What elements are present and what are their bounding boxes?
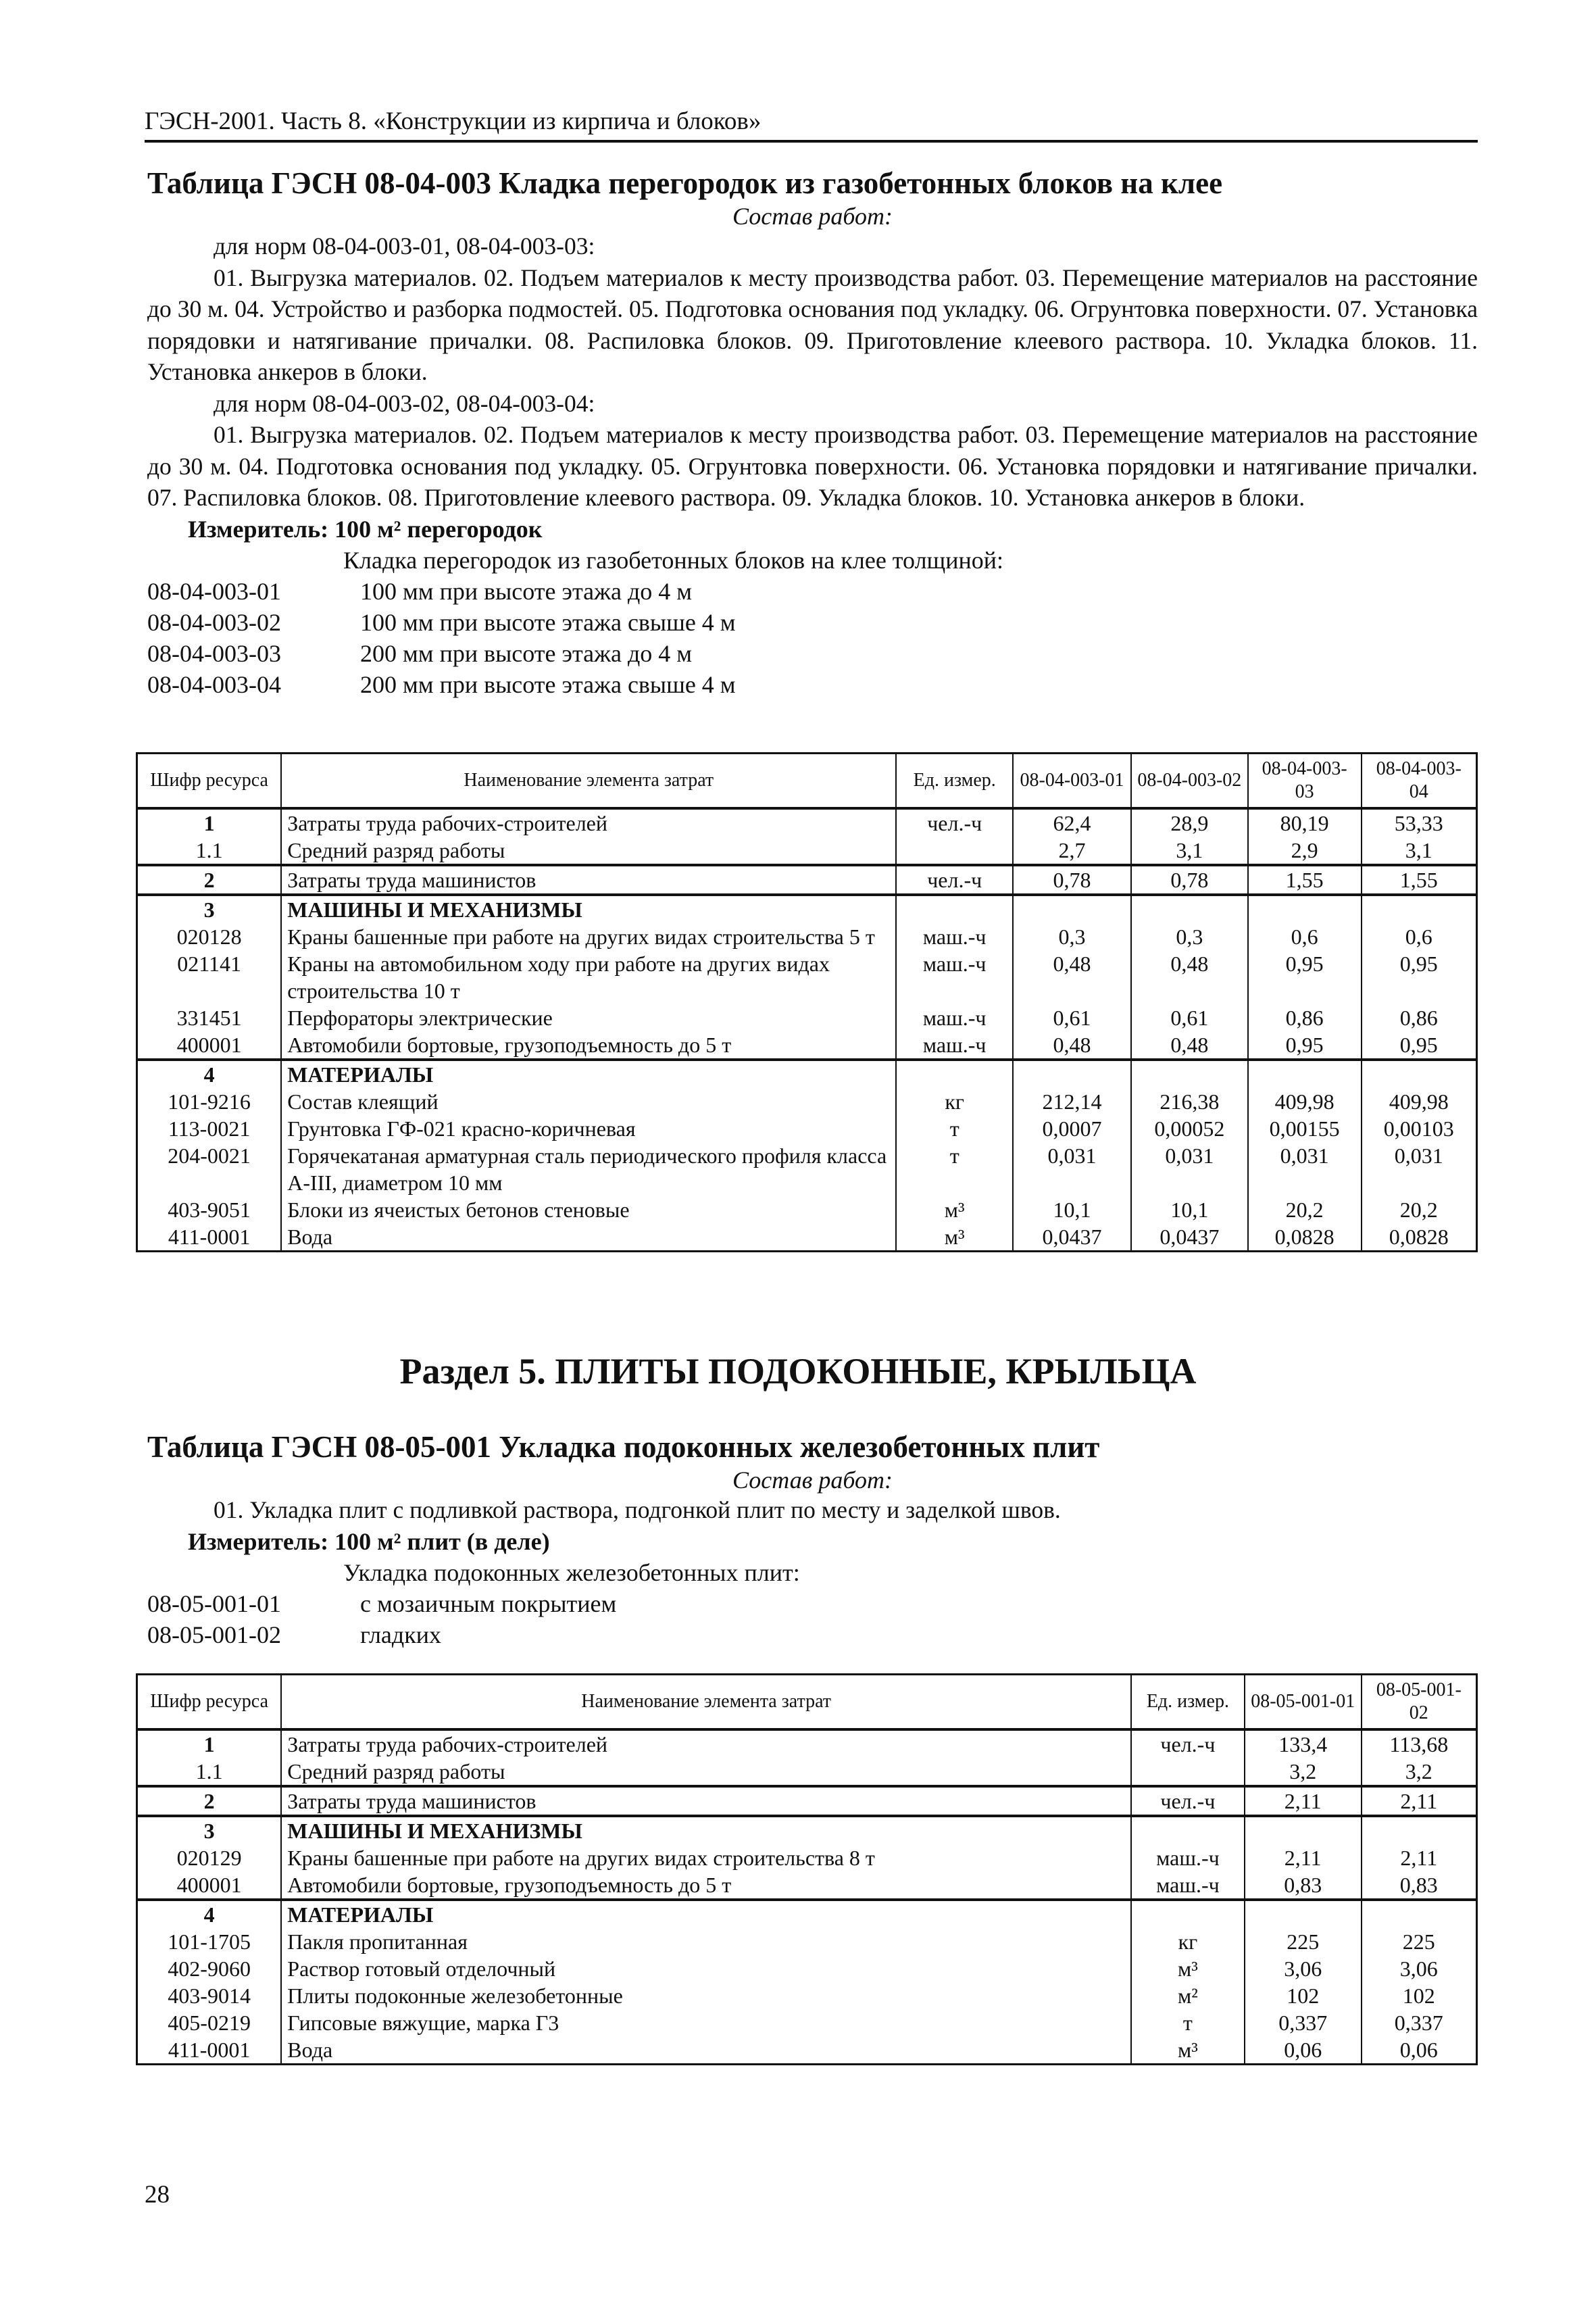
column-header: Ед. измер. (1131, 1675, 1245, 1730)
table-row (137, 1786, 1477, 1816)
code-list-item (147, 1588, 1478, 1619)
norm-value (1248, 895, 1362, 923)
resource-code: 2 (137, 865, 282, 895)
norm-value: 225 (1245, 1928, 1362, 1955)
norm-value: 0,95 (1362, 950, 1477, 1004)
table1-norms-a: для норм 08-04-003-01, 08-04-003-03: (214, 232, 595, 260)
table-row (137, 1844, 1477, 1871)
cost-element-name: Горячекатаная арматурная сталь периодического профиля класса А-III, диаметром 10 мм (281, 1142, 896, 1196)
unit: чел.-ч (896, 808, 1013, 837)
resource-code: 4 (137, 1060, 282, 1088)
table2-code-list (147, 1588, 1478, 1650)
table-header (137, 754, 1477, 809)
norm-value: 3,06 (1245, 1955, 1362, 1982)
unit: кг (1131, 1928, 1245, 1955)
norm-value: 0,0828 (1362, 1223, 1477, 1252)
table-row (137, 1758, 1477, 1786)
cost-element-name: Перфораторы электрические (281, 1004, 896, 1031)
unit: маш.-ч (896, 950, 1013, 1004)
resource-code: 411-0001 (137, 1223, 282, 1252)
norm-value: 3,06 (1362, 1955, 1477, 1982)
resource-code: 1 (137, 808, 282, 837)
norm-description: 200 мм при высоте этажа до 4 м (360, 639, 693, 667)
cost-element-name: Средний разряд работы (281, 1758, 1131, 1786)
norm-code: 08-04-003-03 (147, 639, 281, 667)
table-row (137, 808, 1477, 837)
unit: м² (1131, 1982, 1245, 2009)
norm-value: 0,06 (1362, 2036, 1477, 2065)
norm-description: 200 мм при высоте этажа свыше 4 м (360, 670, 736, 698)
cost-element-name: Блоки из ячеистых бетонов стеновые (281, 1196, 896, 1223)
norm-value: 0,83 (1362, 1871, 1477, 1900)
norm-value: 0,61 (1131, 1004, 1248, 1031)
norm-value: 20,2 (1362, 1196, 1477, 1223)
resource-code: 021141 (137, 950, 282, 1004)
column-header: 08-04-003-03 (1248, 754, 1362, 809)
norm-value: 133,4 (1245, 1729, 1362, 1758)
norm-value: 0,00052 (1131, 1115, 1248, 1142)
table-row (137, 1142, 1477, 1196)
norm-value: 1,55 (1362, 865, 1477, 895)
norm-value: 10,1 (1131, 1196, 1248, 1223)
table2-measure: Измеритель: 100 м² плит (в деле) (188, 1527, 550, 1555)
table-row (137, 1004, 1477, 1031)
unit (896, 895, 1013, 923)
cost-element-name: Гипсовые вяжущие, марка Г3 (281, 2009, 1131, 2036)
column-header: 08-04-003-02 (1131, 754, 1248, 809)
resource-code: 3 (137, 1816, 282, 1844)
norm-value: 2,11 (1245, 1786, 1362, 1816)
cost-element-name: Краны башенные при работе на других видах строительства 8 т (281, 1844, 1131, 1871)
norm-value (1362, 1060, 1477, 1088)
column-header: Наименование элемента затрат (281, 1675, 1131, 1730)
column-header: Наименование элемента затрат (281, 754, 896, 809)
norm-value: 0,031 (1248, 1142, 1362, 1196)
table2-lead: Укладка подоконных железобетонных плит: (343, 1558, 800, 1586)
norm-value: 0,0828 (1248, 1223, 1362, 1252)
cost-element-name: Вода (281, 1223, 896, 1252)
norm-value: 0,95 (1248, 950, 1362, 1004)
norm-value: 2,11 (1362, 1786, 1477, 1816)
table-row (137, 1031, 1477, 1060)
norm-value: 0,337 (1362, 2009, 1477, 2036)
norm-value: 225 (1362, 1928, 1477, 1955)
header-row (137, 1675, 1477, 1730)
table-header (137, 1675, 1477, 1730)
resource-code: 020128 (137, 923, 282, 950)
norm-value (1245, 1816, 1362, 1844)
cost-element-name: Краны башенные при работе на других видах строительства 5 т (281, 923, 896, 950)
norm-value: 80,19 (1248, 808, 1362, 837)
norm-value: 3,2 (1362, 1758, 1477, 1786)
norm-code: 08-04-003-01 (147, 577, 281, 605)
table-body (137, 1729, 1477, 2065)
column-header: 08-05-001-01 (1245, 1675, 1362, 1730)
table1-container (136, 752, 1478, 1252)
column-header: Шифр ресурса (137, 1675, 282, 1730)
norm-value: 0,031 (1362, 1142, 1477, 1196)
norm-value: 0,95 (1248, 1031, 1362, 1060)
resource-code: 402-9060 (137, 1955, 282, 1982)
unit (1131, 1816, 1245, 1844)
norm-value: 0,6 (1248, 923, 1362, 950)
norm-value: 62,4 (1013, 808, 1131, 837)
cost-element-name: Затраты труда рабочих-строителей (281, 808, 896, 837)
norm-value: 0,86 (1248, 1004, 1362, 1031)
table-body (137, 808, 1477, 1252)
resource-code: 405-0219 (137, 2009, 282, 2036)
table1-intro (147, 166, 1478, 700)
table-row (137, 895, 1477, 923)
table1-title: Таблица ГЭСН 08-04-003 Кладка перегородок из газобетонных блоков на клее (147, 166, 1223, 200)
code-list-item (147, 1619, 1478, 1650)
norm-value: 2,11 (1245, 1844, 1362, 1871)
table-row (137, 1928, 1477, 1955)
norm-value: 0,031 (1131, 1142, 1248, 1196)
norm-description: 100 мм при высоте этажа свыше 4 м (360, 608, 736, 636)
norm-value: 0,48 (1013, 950, 1131, 1004)
norm-value: 0,0007 (1013, 1115, 1131, 1142)
code-list-item (147, 576, 1478, 607)
table1-sostav-label: Состав работ: (732, 203, 893, 230)
norm-value (1131, 1060, 1248, 1088)
norm-value (1013, 1060, 1131, 1088)
norm-value (1013, 895, 1131, 923)
norm-description: с мозаичным покрытием (360, 1590, 617, 1617)
column-header: 08-04-003-01 (1013, 754, 1131, 809)
table1-works-b: 01. Выгрузка материалов. 02. Подъем материалов к месту производства работ. 03. Перемещение материалов на расстояние до 30 м. 04. Подготовка основания под укладку. 05. Огрунтовка поверхности. 06. Установка порядовки и натягивание причалки. 07. Распиловка блоков. 08. Приготовление клеевого раствора. 09. Укладка блоков. 10. Установка анкеров в блоки. (147, 421, 1478, 511)
unit (896, 837, 1013, 865)
resource-code: 2 (137, 1786, 282, 1816)
norm-value: 10,1 (1013, 1196, 1131, 1223)
table-row (137, 1223, 1477, 1252)
resource-code: 1.1 (137, 1758, 282, 1786)
resource-table-1 (136, 752, 1478, 1252)
table-row (137, 1955, 1477, 1982)
norm-value: 0,00103 (1362, 1115, 1477, 1142)
unit (1131, 1900, 1245, 1928)
unit: маш.-ч (896, 923, 1013, 950)
cost-element-name: Автомобили бортовые, грузоподъемность до 5 т (281, 1031, 896, 1060)
unit: маш.-ч (1131, 1871, 1245, 1900)
table2-intro (147, 1429, 1478, 1650)
norm-value: 2,11 (1362, 1844, 1477, 1871)
resource-code: 113-0021 (137, 1115, 282, 1142)
norm-code: 08-05-001-02 (147, 1621, 281, 1648)
norm-value: 28,9 (1131, 808, 1248, 837)
resource-table-2 (136, 1673, 1478, 2065)
resource-code: 204-0021 (137, 1142, 282, 1196)
norm-value: 0,48 (1013, 1031, 1131, 1060)
column-header: 08-05-001-02 (1362, 1675, 1477, 1730)
cost-element-name: Автомобили бортовые, грузоподъемность до 5 т (281, 1871, 1131, 1900)
norm-code: 08-04-003-04 (147, 670, 281, 698)
cost-element-name: МАШИНЫ И МЕХАНИЗМЫ (281, 895, 896, 923)
cost-element-name: Затраты труда машинистов (281, 1786, 1131, 1816)
resource-code: 403-9051 (137, 1196, 282, 1223)
unit: маш.-ч (896, 1031, 1013, 1060)
cost-element-name: МАТЕРИАЛЫ (281, 1900, 1131, 1928)
norm-value: 113,68 (1362, 1729, 1477, 1758)
norm-value: 0,83 (1245, 1871, 1362, 1900)
unit: м³ (1131, 2036, 1245, 2065)
cost-element-name: Краны на автомобильном ходу при работе на других видах строительства 10 т (281, 950, 896, 1004)
unit: чел.-ч (1131, 1786, 1245, 1816)
norm-value: 1,55 (1248, 865, 1362, 895)
table-row (137, 950, 1477, 1004)
table2-title: Таблица ГЭСН 08-05-001 Укладка подоконных железобетонных плит (147, 1430, 1100, 1464)
resource-code: 3 (137, 895, 282, 923)
unit: т (896, 1115, 1013, 1142)
norm-value: 102 (1362, 1982, 1477, 2009)
unit: маш.-ч (896, 1004, 1013, 1031)
table-row (137, 837, 1477, 865)
table-row (137, 865, 1477, 895)
cost-element-name: Пакля пропитанная (281, 1928, 1131, 1955)
page-number: 28 (145, 2181, 170, 2209)
table-row (137, 2009, 1477, 2036)
table-row (137, 1088, 1477, 1115)
norm-value: 0,337 (1245, 2009, 1362, 2036)
resource-code: 400001 (137, 1031, 282, 1060)
norm-code: 08-05-001-01 (147, 1590, 281, 1617)
resource-code: 020129 (137, 1844, 282, 1871)
unit: м³ (896, 1196, 1013, 1223)
unit (896, 1060, 1013, 1088)
norm-value: 2,7 (1013, 837, 1131, 865)
cost-element-name: Состав клеящий (281, 1088, 896, 1115)
resource-code: 4 (137, 1900, 282, 1928)
norm-value: 0,031 (1013, 1142, 1131, 1196)
unit (1131, 1758, 1245, 1786)
norm-value: 0,95 (1362, 1031, 1477, 1060)
norm-value: 0,86 (1362, 1004, 1477, 1031)
norm-value: 0,78 (1131, 865, 1248, 895)
running-header: ГЭСН-2001. Часть 8. «Конструкции из кирпича и блоков» (145, 107, 1478, 143)
unit: чел.-ч (896, 865, 1013, 895)
norm-value (1362, 1900, 1477, 1928)
unit: м³ (896, 1223, 1013, 1252)
table2-sostav-label: Состав работ: (732, 1467, 893, 1494)
resource-code: 1 (137, 1729, 282, 1758)
cost-element-name: Вода (281, 2036, 1131, 2065)
cost-element-name: Затраты труда рабочих-строителей (281, 1729, 1131, 1758)
cost-element-name: Плиты подоконные железобетонные (281, 1982, 1131, 2009)
norm-value (1362, 895, 1477, 923)
norm-value: 216,38 (1131, 1088, 1248, 1115)
resource-code: 331451 (137, 1004, 282, 1031)
code-list-item (147, 607, 1478, 638)
unit: т (1131, 2009, 1245, 2036)
norm-value: 409,98 (1362, 1088, 1477, 1115)
column-header: Шифр ресурса (137, 754, 282, 809)
table-row (137, 2036, 1477, 2065)
norm-value: 0,06 (1245, 2036, 1362, 2065)
norm-value: 3,2 (1245, 1758, 1362, 1786)
norm-value: 0,61 (1013, 1004, 1131, 1031)
cost-element-name: Средний разряд работы (281, 837, 896, 865)
unit: т (896, 1142, 1013, 1196)
section-heading: Раздел 5. ПЛИТЫ ПОДОКОННЫЕ, КРЫЛЬЦА (399, 1351, 1197, 1392)
cost-element-name: Раствор готовый отделочный (281, 1955, 1131, 1982)
norm-value (1362, 1816, 1477, 1844)
table2-container (136, 1673, 1478, 2065)
norm-value: 0,78 (1013, 865, 1131, 895)
norm-value: 409,98 (1248, 1088, 1362, 1115)
table-row (137, 1060, 1477, 1088)
norm-value (1248, 1060, 1362, 1088)
norm-value: 212,14 (1013, 1088, 1131, 1115)
table-row (137, 1115, 1477, 1142)
table1-code-list (147, 576, 1478, 700)
cost-element-name: МАТЕРИАЛЫ (281, 1060, 896, 1088)
norm-value: 0,48 (1131, 950, 1248, 1004)
norm-value: 102 (1245, 1982, 1362, 2009)
norm-value: 0,0437 (1013, 1223, 1131, 1252)
code-list-item (147, 638, 1478, 669)
cost-element-name: Грунтовка ГФ-021 красно-коричневая (281, 1115, 896, 1142)
table1-works-a: 01. Выгрузка материалов. 02. Подъем материалов к месту производства работ. 03. Перемещение материалов на расстояние до 30 м. 04. Устройство и разборка подмостей. 05. Подготовка основания под укладку. 06. Огрунтовка поверхности. 07. Установка порядовки и натягивание причалки. 08. Распиловка блоков. 09. Приготовление клеевого раствора. 10. Укладка блоков. 11. Установка анкеров в блоки. (147, 264, 1478, 385)
norm-value: 0,00155 (1248, 1115, 1362, 1142)
norm-value (1131, 895, 1248, 923)
unit: кг (896, 1088, 1013, 1115)
table-row (137, 1196, 1477, 1223)
norm-value: 53,33 (1362, 808, 1477, 837)
table-row (137, 1816, 1477, 1844)
resource-code: 411-0001 (137, 2036, 282, 2065)
norm-description: 100 мм при высоте этажа до 4 м (360, 577, 693, 605)
unit: м³ (1131, 1955, 1245, 1982)
norm-code: 08-04-003-02 (147, 608, 281, 636)
table1-norms-b: для норм 08-04-003-02, 08-04-003-04: (214, 389, 595, 417)
column-header: Ед. измер. (896, 754, 1013, 809)
resource-code: 101-1705 (137, 1928, 282, 1955)
resource-code: 403-9014 (137, 1982, 282, 2009)
norm-description: гладких (360, 1621, 441, 1648)
table-row (137, 1900, 1477, 1928)
norm-value: 0,48 (1131, 1031, 1248, 1060)
table1-lead: Кладка перегородок из газобетонных блоков на клее толщиной: (343, 546, 1004, 574)
norm-value: 0,0437 (1131, 1223, 1248, 1252)
cost-element-name: МАШИНЫ И МЕХАНИЗМЫ (281, 1816, 1131, 1844)
norm-value: 2,9 (1248, 837, 1362, 865)
table1-measure: Измеритель: 100 м² перегородок (188, 515, 543, 543)
code-list-item (147, 669, 1478, 700)
table2-works: 01. Укладка плит с подливкой раствора, подгонкой плит по месту и заделкой швов. (214, 1496, 1061, 1523)
resource-code: 1.1 (137, 837, 282, 865)
unit: чел.-ч (1131, 1729, 1245, 1758)
norm-value: 0,3 (1131, 923, 1248, 950)
resource-code: 101-9216 (137, 1088, 282, 1115)
resource-code: 400001 (137, 1871, 282, 1900)
norm-value (1245, 1900, 1362, 1928)
column-header: 08-04-003-04 (1362, 754, 1477, 809)
norm-value: 0,3 (1013, 923, 1131, 950)
table-row (137, 1871, 1477, 1900)
table-row (137, 1982, 1477, 2009)
table-row (137, 923, 1477, 950)
norm-value: 3,1 (1362, 837, 1477, 865)
cost-element-name: Затраты труда машинистов (281, 865, 896, 895)
unit: маш.-ч (1131, 1844, 1245, 1871)
norm-value: 0,6 (1362, 923, 1477, 950)
norm-value: 3,1 (1131, 837, 1248, 865)
norm-value: 20,2 (1248, 1196, 1362, 1223)
header-row (137, 754, 1477, 809)
table-row (137, 1729, 1477, 1758)
